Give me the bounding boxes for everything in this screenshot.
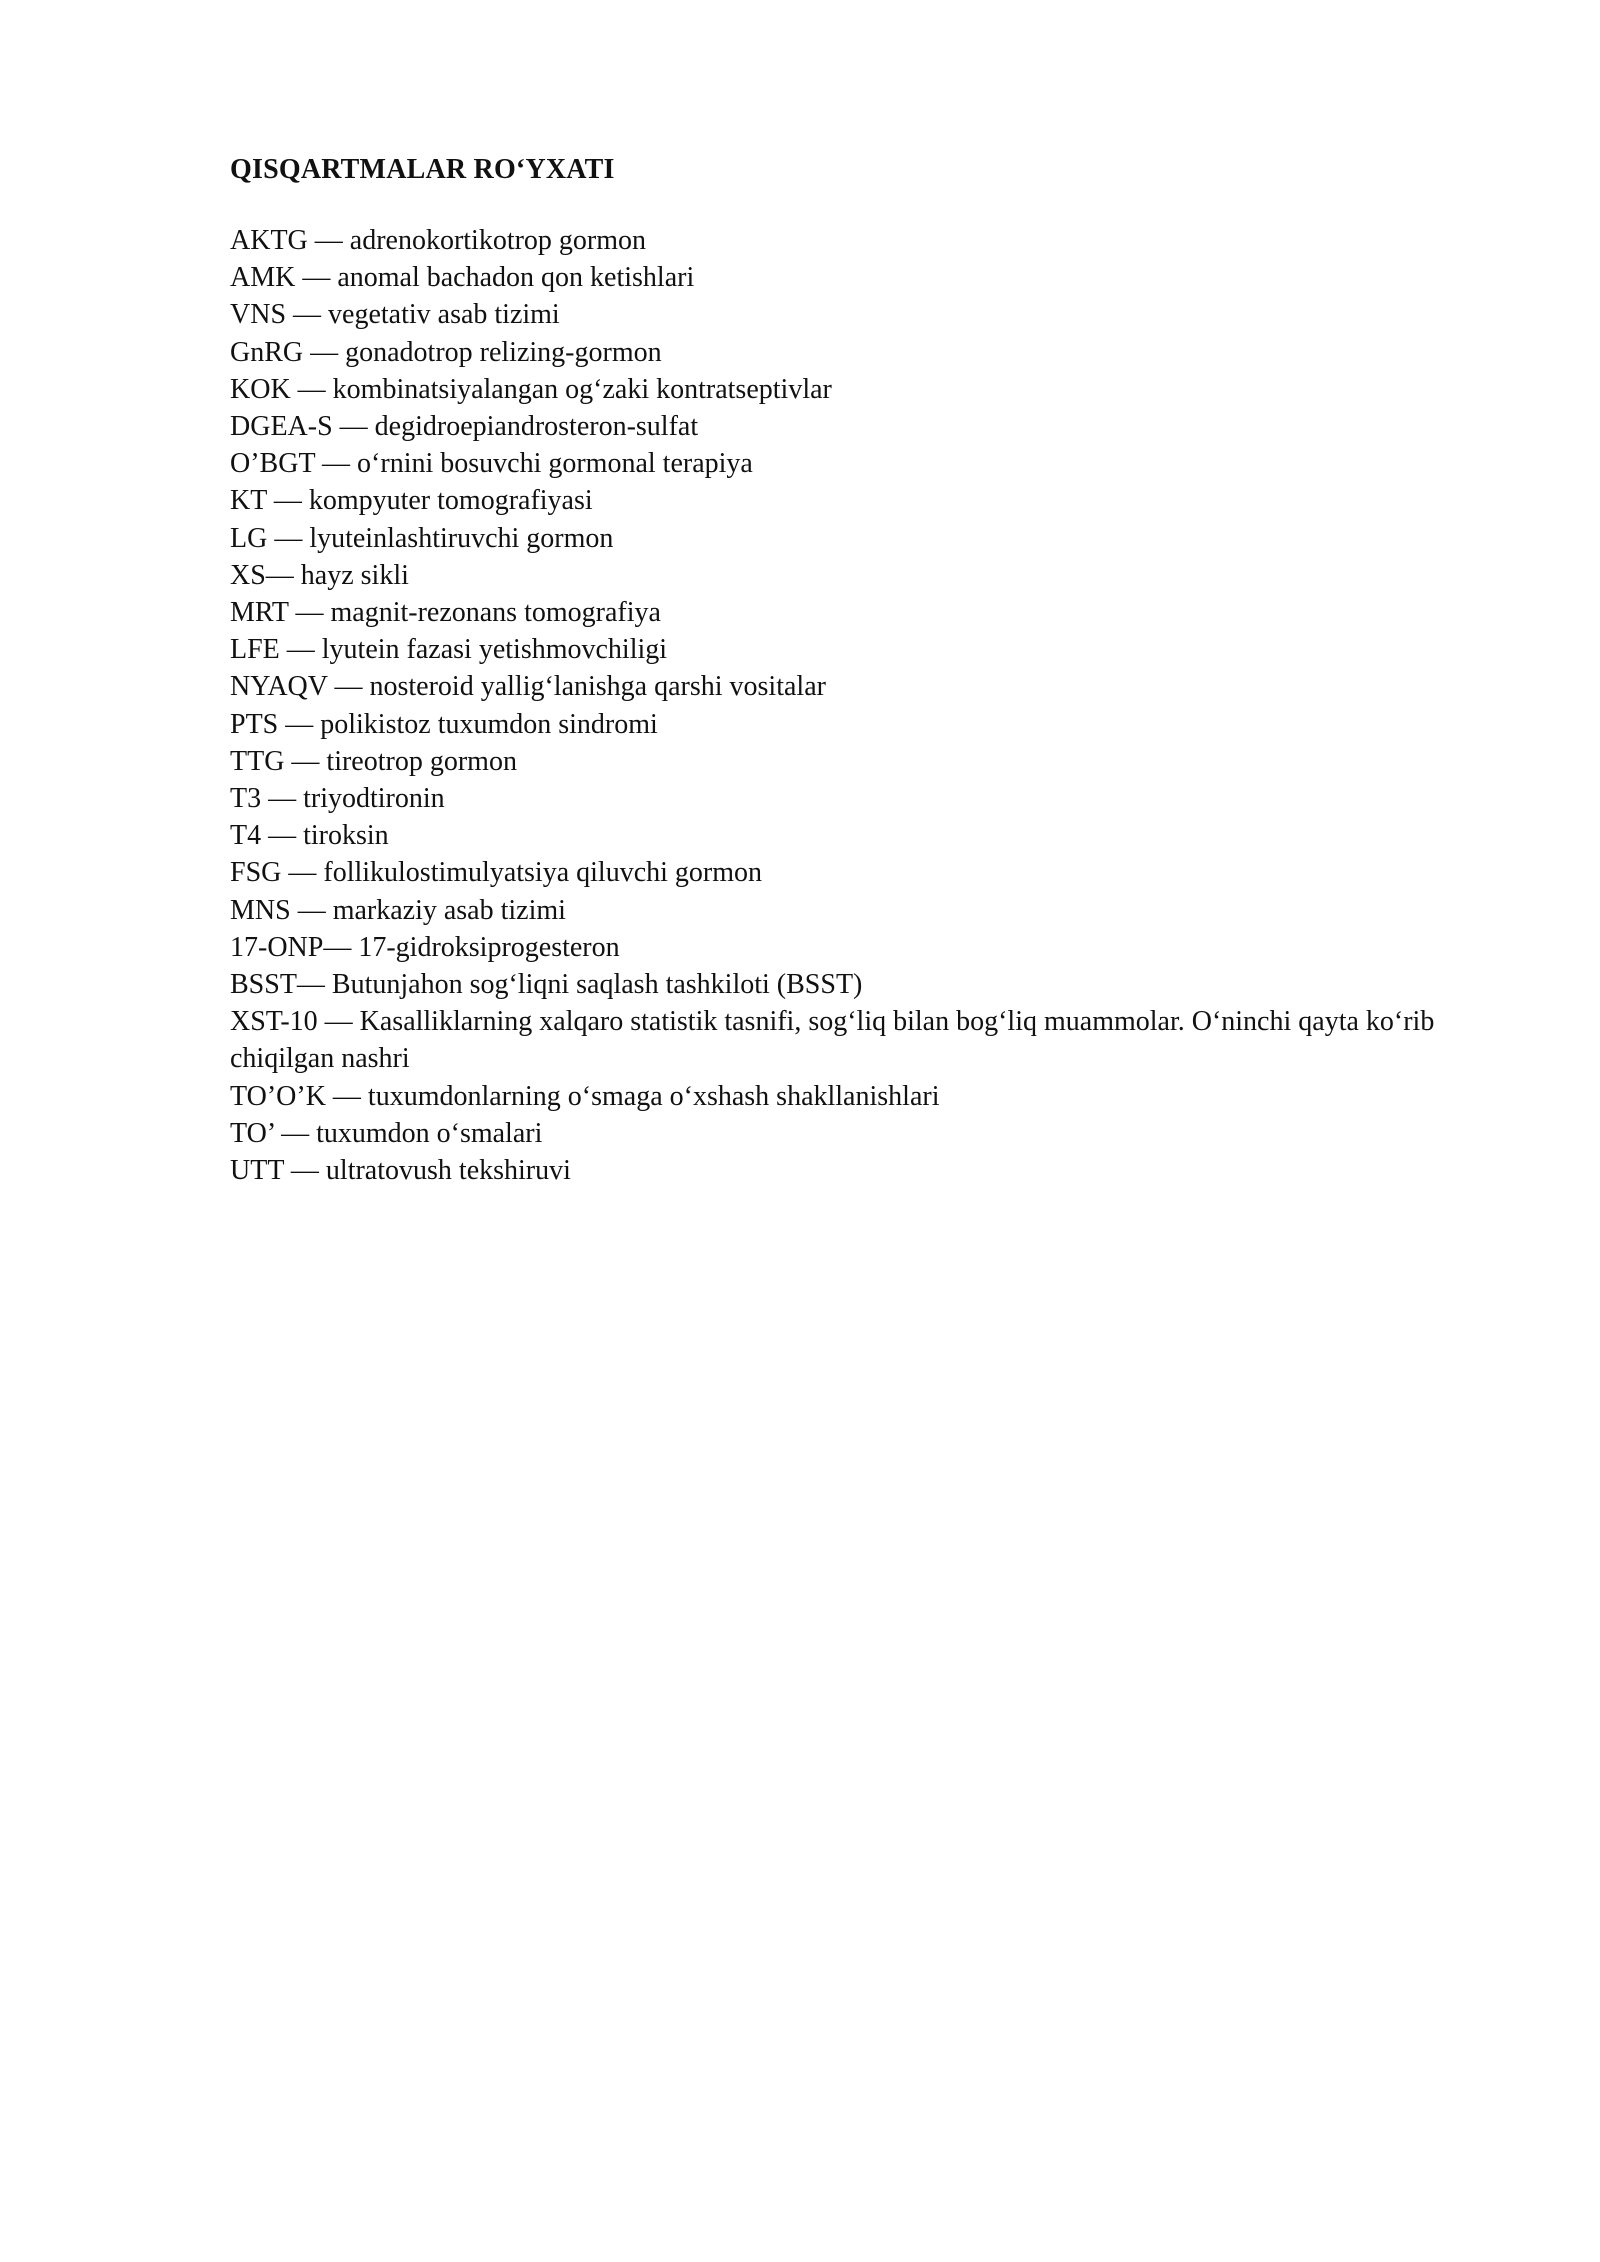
abbreviation-item: T3 — triyodtironin xyxy=(230,783,445,815)
abbreviation-item: KT — kompyuter tomografiyasi xyxy=(230,485,593,517)
abbreviation-item: NYAQV — nosteroid yallig‘lanishga qarshi vositalar xyxy=(230,671,826,703)
abbreviation-item: T4 — tiroksin xyxy=(230,820,389,852)
abbreviation-list xyxy=(230,222,1500,1189)
abbreviation-item: MRT — magnit-rezonans tomografiya xyxy=(230,597,661,629)
abbreviation-item: FSG — follikulostimulyatsiya qiluvchi gormon xyxy=(230,857,762,889)
abbreviation-item: 17-ONP— 17-gidroksiprogesteron xyxy=(230,931,620,963)
page-title: QISQARTMALAR RO‘YXATI xyxy=(230,154,615,185)
abbreviation-item: VNS — vegetativ asab tizimi xyxy=(230,299,560,331)
abbreviation-item: DGEA-S — degidroepiandrosteron-sulfat xyxy=(230,411,699,443)
abbreviation-item: BSST— Butunjahon sog‘liqni saqlash tashkiloti (BSST) xyxy=(230,969,863,1001)
abbreviation-item: TO’O’K — tuxumdonlarning o‘smaga o‘xshash shakllanishlari xyxy=(230,1080,940,1112)
abbreviation-item: LG — lyuteinlashtiruvchi gormon xyxy=(230,522,614,554)
document-content xyxy=(230,152,1500,1189)
abbreviation-item: TO’ — tuxumdon o‘smalari xyxy=(230,1117,543,1149)
abbreviation-item: XST-10 — Kasalliklarning xalqaro statistik tasnifi, sog‘liq bilan bog‘liq muammolar. O‘ninchi qayta ko‘rib chiqilgan nashri xyxy=(230,1006,1435,1075)
abbreviation-item: PTS — polikistoz tuxumdon sindromi xyxy=(230,708,658,740)
abbreviation-item: XS— hayz sikli xyxy=(230,559,409,591)
abbreviation-item: UTT — ultratovush tekshiruvi xyxy=(230,1155,571,1187)
abbreviation-item: AKTG — adrenokortikotrop gormon xyxy=(230,225,647,256)
abbreviation-item: TTG — tireotrop gormon xyxy=(230,745,517,777)
abbreviation-item: AMK — anomal bachadon qon ketishlari xyxy=(230,262,695,294)
abbreviation-item: KOK — kombinatsiyalangan og‘zaki kontratseptivlar xyxy=(230,373,832,405)
abbreviation-item: LFE — lyutein fazasi yetishmovchiligi xyxy=(230,634,668,666)
abbreviation-item: O’BGT — o‘rnini bosuvchi gormonal terapiya xyxy=(230,448,753,480)
abbreviation-item: GnRG — gonadotrop relizing-gormon xyxy=(230,336,662,368)
abbreviation-item: MNS — markaziy asab tizimi xyxy=(230,894,566,926)
